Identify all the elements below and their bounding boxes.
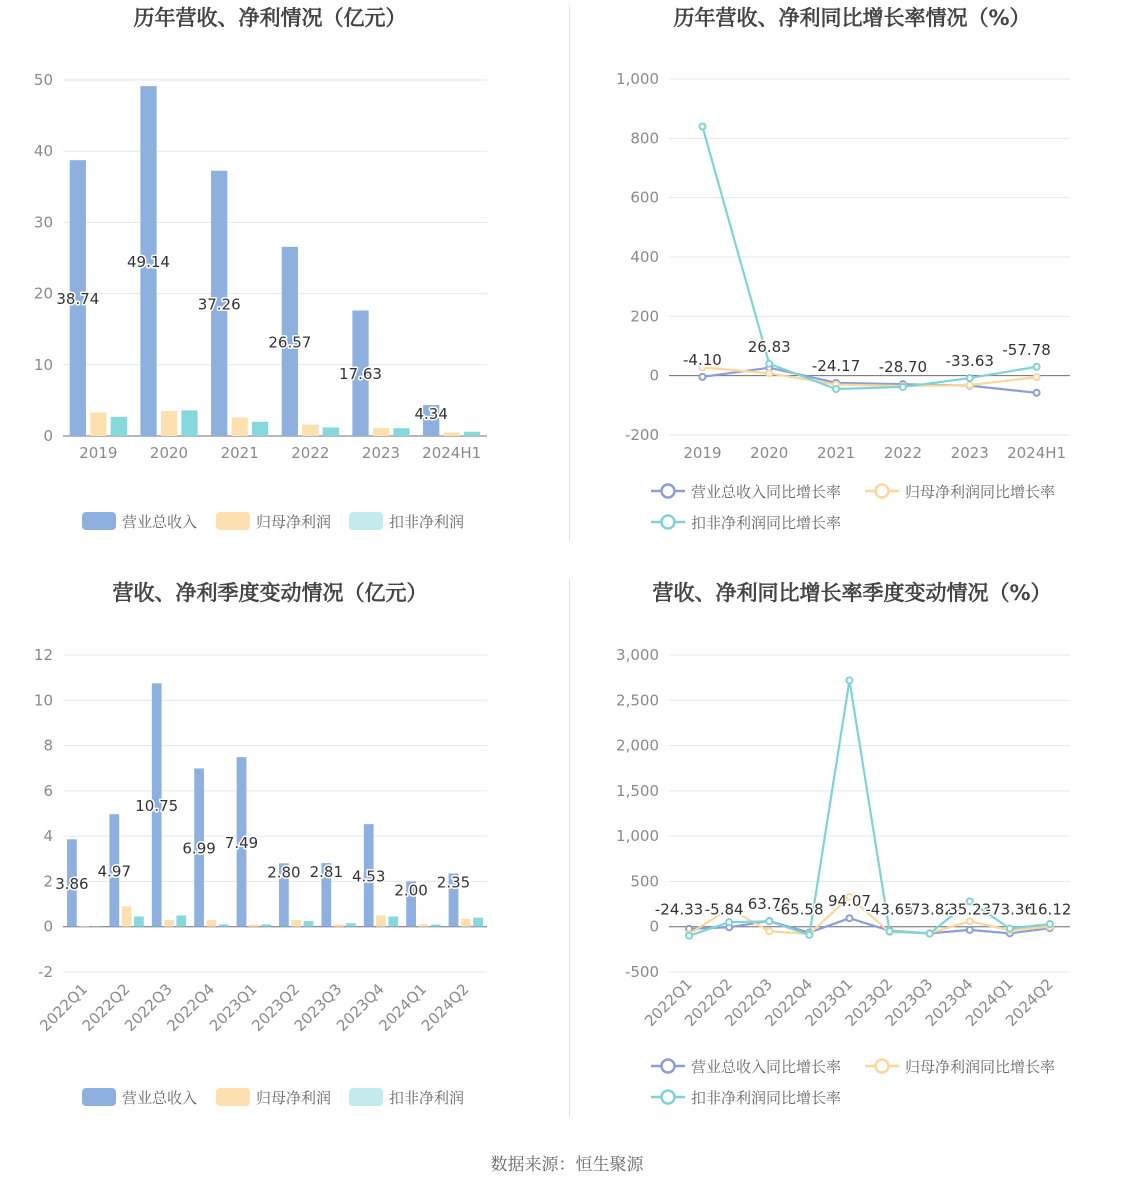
point-value-label: -24.33 <box>654 900 704 919</box>
y-tick-label: 6 <box>43 781 53 800</box>
line-point <box>887 928 893 934</box>
x-tick-label: 2023Q4 <box>333 980 388 1035</box>
legend-swatch <box>662 485 675 498</box>
point-value-label: -65.58 <box>775 900 824 919</box>
line-point <box>1007 926 1013 932</box>
bar <box>252 422 268 436</box>
line-point <box>967 918 973 924</box>
quarterly-growth-rate-chart <box>567 575 1134 1150</box>
legend-label: 营业总收入 <box>122 1089 198 1107</box>
line-point <box>1034 390 1040 396</box>
y-tick-label: 3,000 <box>616 646 659 664</box>
legend-label: 扣非净利润同比增长率 <box>691 1089 842 1107</box>
bar <box>111 417 127 436</box>
line-point <box>967 382 973 388</box>
line-point <box>699 123 705 129</box>
bar <box>249 924 259 926</box>
x-tick-label: 2022Q1 <box>36 980 92 1035</box>
x-tick-label: 2023 <box>950 444 989 462</box>
point-value-label: -5.84 <box>704 900 744 919</box>
bar-value-label: 10.75 <box>135 797 179 816</box>
x-tick-label: 2024H1 <box>1007 444 1067 462</box>
legend-label: 扣非净利润同比增长率 <box>691 514 842 532</box>
bar-value-label: 17.63 <box>339 365 382 384</box>
chart-title: 营收、净利同比增长率季度变动情况（%） <box>652 581 1052 605</box>
bar-value-label: 7.49 <box>224 833 259 852</box>
x-tick-label: 2022 <box>291 444 330 462</box>
y-tick-label: 50 <box>33 71 53 89</box>
x-tick-label: 2023Q4 <box>921 975 977 1030</box>
chart-title: 历年营收、净利情况（亿元） <box>133 6 407 30</box>
bar <box>334 924 344 926</box>
source-footer: 数据来源：恒生聚源 <box>490 1155 644 1175</box>
annual-revenue-profit-chart <box>0 0 567 575</box>
bar <box>79 926 89 927</box>
bar-value-label: 4.97 <box>97 862 132 881</box>
point-value-label: 94.07 <box>827 892 871 911</box>
bar <box>304 921 314 927</box>
bar <box>444 432 460 436</box>
point-value-label: -24.17 <box>811 356 861 375</box>
bar <box>164 920 174 927</box>
x-tick-label: 2021 <box>220 444 259 462</box>
bar <box>388 917 398 927</box>
annual-growth-rate-chart <box>567 0 1134 575</box>
line-point <box>846 915 852 921</box>
chart-title: 营收、净利季度变动情况（亿元） <box>112 581 428 605</box>
y-tick-label: 0 <box>43 427 53 445</box>
point-value-label: -43.65 <box>865 900 914 919</box>
bar <box>346 923 356 926</box>
line-point <box>1034 364 1040 370</box>
bar <box>176 915 186 926</box>
bar <box>90 413 106 436</box>
bar <box>291 920 301 927</box>
legend-swatch <box>876 485 889 498</box>
point-value-label: 26.83 <box>747 337 791 356</box>
bar-value-label: 2.81 <box>309 863 344 882</box>
y-tick-label: 12 <box>33 646 53 664</box>
bar <box>431 924 441 926</box>
y-tick-label: 2,000 <box>616 736 659 755</box>
x-tick-label: 2023Q3 <box>881 975 937 1030</box>
bar-value-label: 38.74 <box>56 290 100 309</box>
line-point <box>766 370 772 376</box>
point-value-label: -73.82 <box>905 900 954 919</box>
x-tick-label: 2022Q3 <box>121 980 176 1035</box>
x-tick-label: 2020 <box>750 444 789 462</box>
y-tick-label: 500 <box>630 872 659 891</box>
x-tick-label: 2020 <box>149 444 189 462</box>
x-tick-label: 2024Q1 <box>375 980 431 1035</box>
y-tick-label: 200 <box>630 307 659 326</box>
x-tick-label: 2024Q1 <box>961 975 1017 1030</box>
chart-svg <box>0 0 567 575</box>
bar <box>92 926 102 927</box>
x-tick-label: 2022Q3 <box>721 975 777 1030</box>
y-tick-label: 10 <box>33 691 53 710</box>
y-tick-label: 30 <box>33 213 53 232</box>
point-value-label: -28.70 <box>878 358 928 377</box>
bar <box>393 428 409 436</box>
bar <box>473 918 483 927</box>
x-tick-label: 2021 <box>816 444 856 462</box>
legend-swatch <box>662 516 675 529</box>
divider <box>569 5 570 542</box>
chart-svg <box>0 575 567 1150</box>
y-tick-label: -2 <box>38 963 53 981</box>
bar <box>122 906 132 926</box>
point-value-label: -57.78 <box>1002 340 1051 359</box>
legend-swatch <box>662 1060 675 1073</box>
bar-value-label: 6.99 <box>182 839 216 858</box>
line-point <box>927 931 933 937</box>
point-value-label: -33.63 <box>945 352 994 371</box>
bar <box>302 425 318 436</box>
point-value-label: -4.10 <box>683 350 722 369</box>
chart-svg <box>567 0 1134 575</box>
y-tick-label: 1,000 <box>616 827 659 846</box>
legend-swatch <box>349 512 383 530</box>
bar <box>373 428 389 436</box>
x-tick-label: 2024Q2 <box>417 980 473 1035</box>
x-tick-label: 2023Q3 <box>290 980 346 1035</box>
y-tick-label: 20 <box>33 284 53 303</box>
bar-value-label: 26.57 <box>268 333 312 352</box>
y-tick-label: 1,000 <box>616 70 659 88</box>
y-tick-label: -500 <box>624 963 659 981</box>
chart-title: 历年营收、净利同比增长率情况（%） <box>673 6 1031 30</box>
x-tick-label: 2022Q4 <box>163 980 219 1035</box>
line-point <box>686 933 692 939</box>
point-value-label: -73.36 <box>985 900 1035 919</box>
point-value-label: 63.70 <box>747 894 791 913</box>
y-tick-label: 10 <box>33 355 53 374</box>
y-tick-label: 800 <box>630 129 659 148</box>
line-point <box>766 361 772 367</box>
line-point <box>1047 921 1053 927</box>
bar <box>461 919 471 927</box>
line-point <box>766 928 772 934</box>
bar-value-label: 2.00 <box>394 881 428 900</box>
x-tick-label: 2022Q4 <box>761 975 817 1030</box>
legend-label: 扣非净利润 <box>389 513 465 531</box>
legend-label: 营业总收入同比增长率 <box>691 483 842 501</box>
y-tick-label: 4 <box>43 827 53 846</box>
series-line <box>689 918 1050 933</box>
y-tick-label: 2,500 <box>616 691 659 710</box>
y-tick-label: 0 <box>649 366 659 385</box>
x-tick-label: 2023Q1 <box>205 980 261 1035</box>
chart-svg <box>567 575 1134 1150</box>
legend-swatch <box>876 1060 889 1073</box>
line-point <box>1034 374 1040 380</box>
line-point <box>699 374 705 380</box>
line-point <box>967 375 973 381</box>
x-tick-label: 2022 <box>883 444 923 462</box>
bar-value-label: 2.35 <box>436 873 471 892</box>
y-tick-label: 400 <box>630 248 659 266</box>
bar <box>181 410 197 436</box>
line-point <box>967 927 973 933</box>
bar <box>232 417 248 436</box>
x-tick-label: 2019 <box>79 444 118 462</box>
bar <box>161 411 177 436</box>
legend-label: 扣非净利润 <box>389 1089 465 1107</box>
bar <box>219 924 229 926</box>
legend-label: 归母净利润同比增长率 <box>905 483 1056 501</box>
x-tick-label: 2023 <box>361 444 401 462</box>
bar <box>419 924 429 926</box>
y-tick-label: 0 <box>649 917 659 936</box>
x-tick-label: 2024H1 <box>422 444 482 462</box>
line-point <box>726 919 732 925</box>
y-tick-label: -200 <box>624 426 659 444</box>
divider <box>569 578 570 1118</box>
bar <box>261 924 271 926</box>
y-tick-label: 0 <box>43 917 53 936</box>
legend-swatch <box>216 512 250 530</box>
bar <box>134 917 144 927</box>
y-tick-label: 8 <box>43 736 53 755</box>
line-point <box>833 386 839 392</box>
y-tick-label: 2 <box>43 872 53 891</box>
y-tick-label: 600 <box>630 188 659 207</box>
x-tick-label: 2019 <box>683 444 722 462</box>
x-tick-label: 2023Q1 <box>801 975 857 1030</box>
bar-value-label: 49.14 <box>127 253 170 272</box>
bar-value-label: 37.26 <box>197 295 241 314</box>
legend-label: 归母净利润同比增长率 <box>905 1058 1056 1076</box>
x-tick-label: 2023Q2 <box>841 975 897 1030</box>
x-tick-label: 2022Q2 <box>78 980 134 1035</box>
x-tick-label: 2024Q2 <box>1001 975 1057 1030</box>
point-value-label: 16.12 <box>1028 900 1072 919</box>
bar-value-label: 3.86 <box>55 875 89 894</box>
legend-swatch <box>82 512 116 530</box>
x-tick-label: 2023Q2 <box>248 980 304 1035</box>
bar <box>207 920 217 927</box>
bar <box>464 432 480 436</box>
bar <box>376 915 386 926</box>
y-tick-label: 40 <box>33 142 53 161</box>
legend-label: 归母净利润 <box>256 513 332 531</box>
line-point <box>806 932 812 938</box>
legend-label: 营业总收入 <box>122 513 198 531</box>
bar <box>323 427 339 436</box>
legend-swatch <box>82 1088 116 1106</box>
legend-swatch <box>349 1088 383 1106</box>
line-point <box>766 918 772 924</box>
line-point <box>846 677 852 683</box>
legend-label: 营业总收入同比增长率 <box>691 1058 842 1076</box>
quarterly-revenue-profit-chart <box>0 575 567 1150</box>
legend-swatch <box>662 1091 675 1104</box>
x-tick-label: 2022Q2 <box>681 975 736 1030</box>
x-tick-label: 2022Q1 <box>641 975 696 1030</box>
bar-value-label: 2.80 <box>267 863 301 882</box>
bar-value-label: 4.34 <box>414 405 448 424</box>
bar-value-label: 4.53 <box>352 867 386 886</box>
legend-swatch <box>216 1088 250 1106</box>
line-point <box>900 384 906 390</box>
y-tick-label: 1,500 <box>616 781 659 800</box>
legend-label: 归母净利润 <box>256 1089 332 1107</box>
point-value-label: 35.23 <box>948 900 992 919</box>
